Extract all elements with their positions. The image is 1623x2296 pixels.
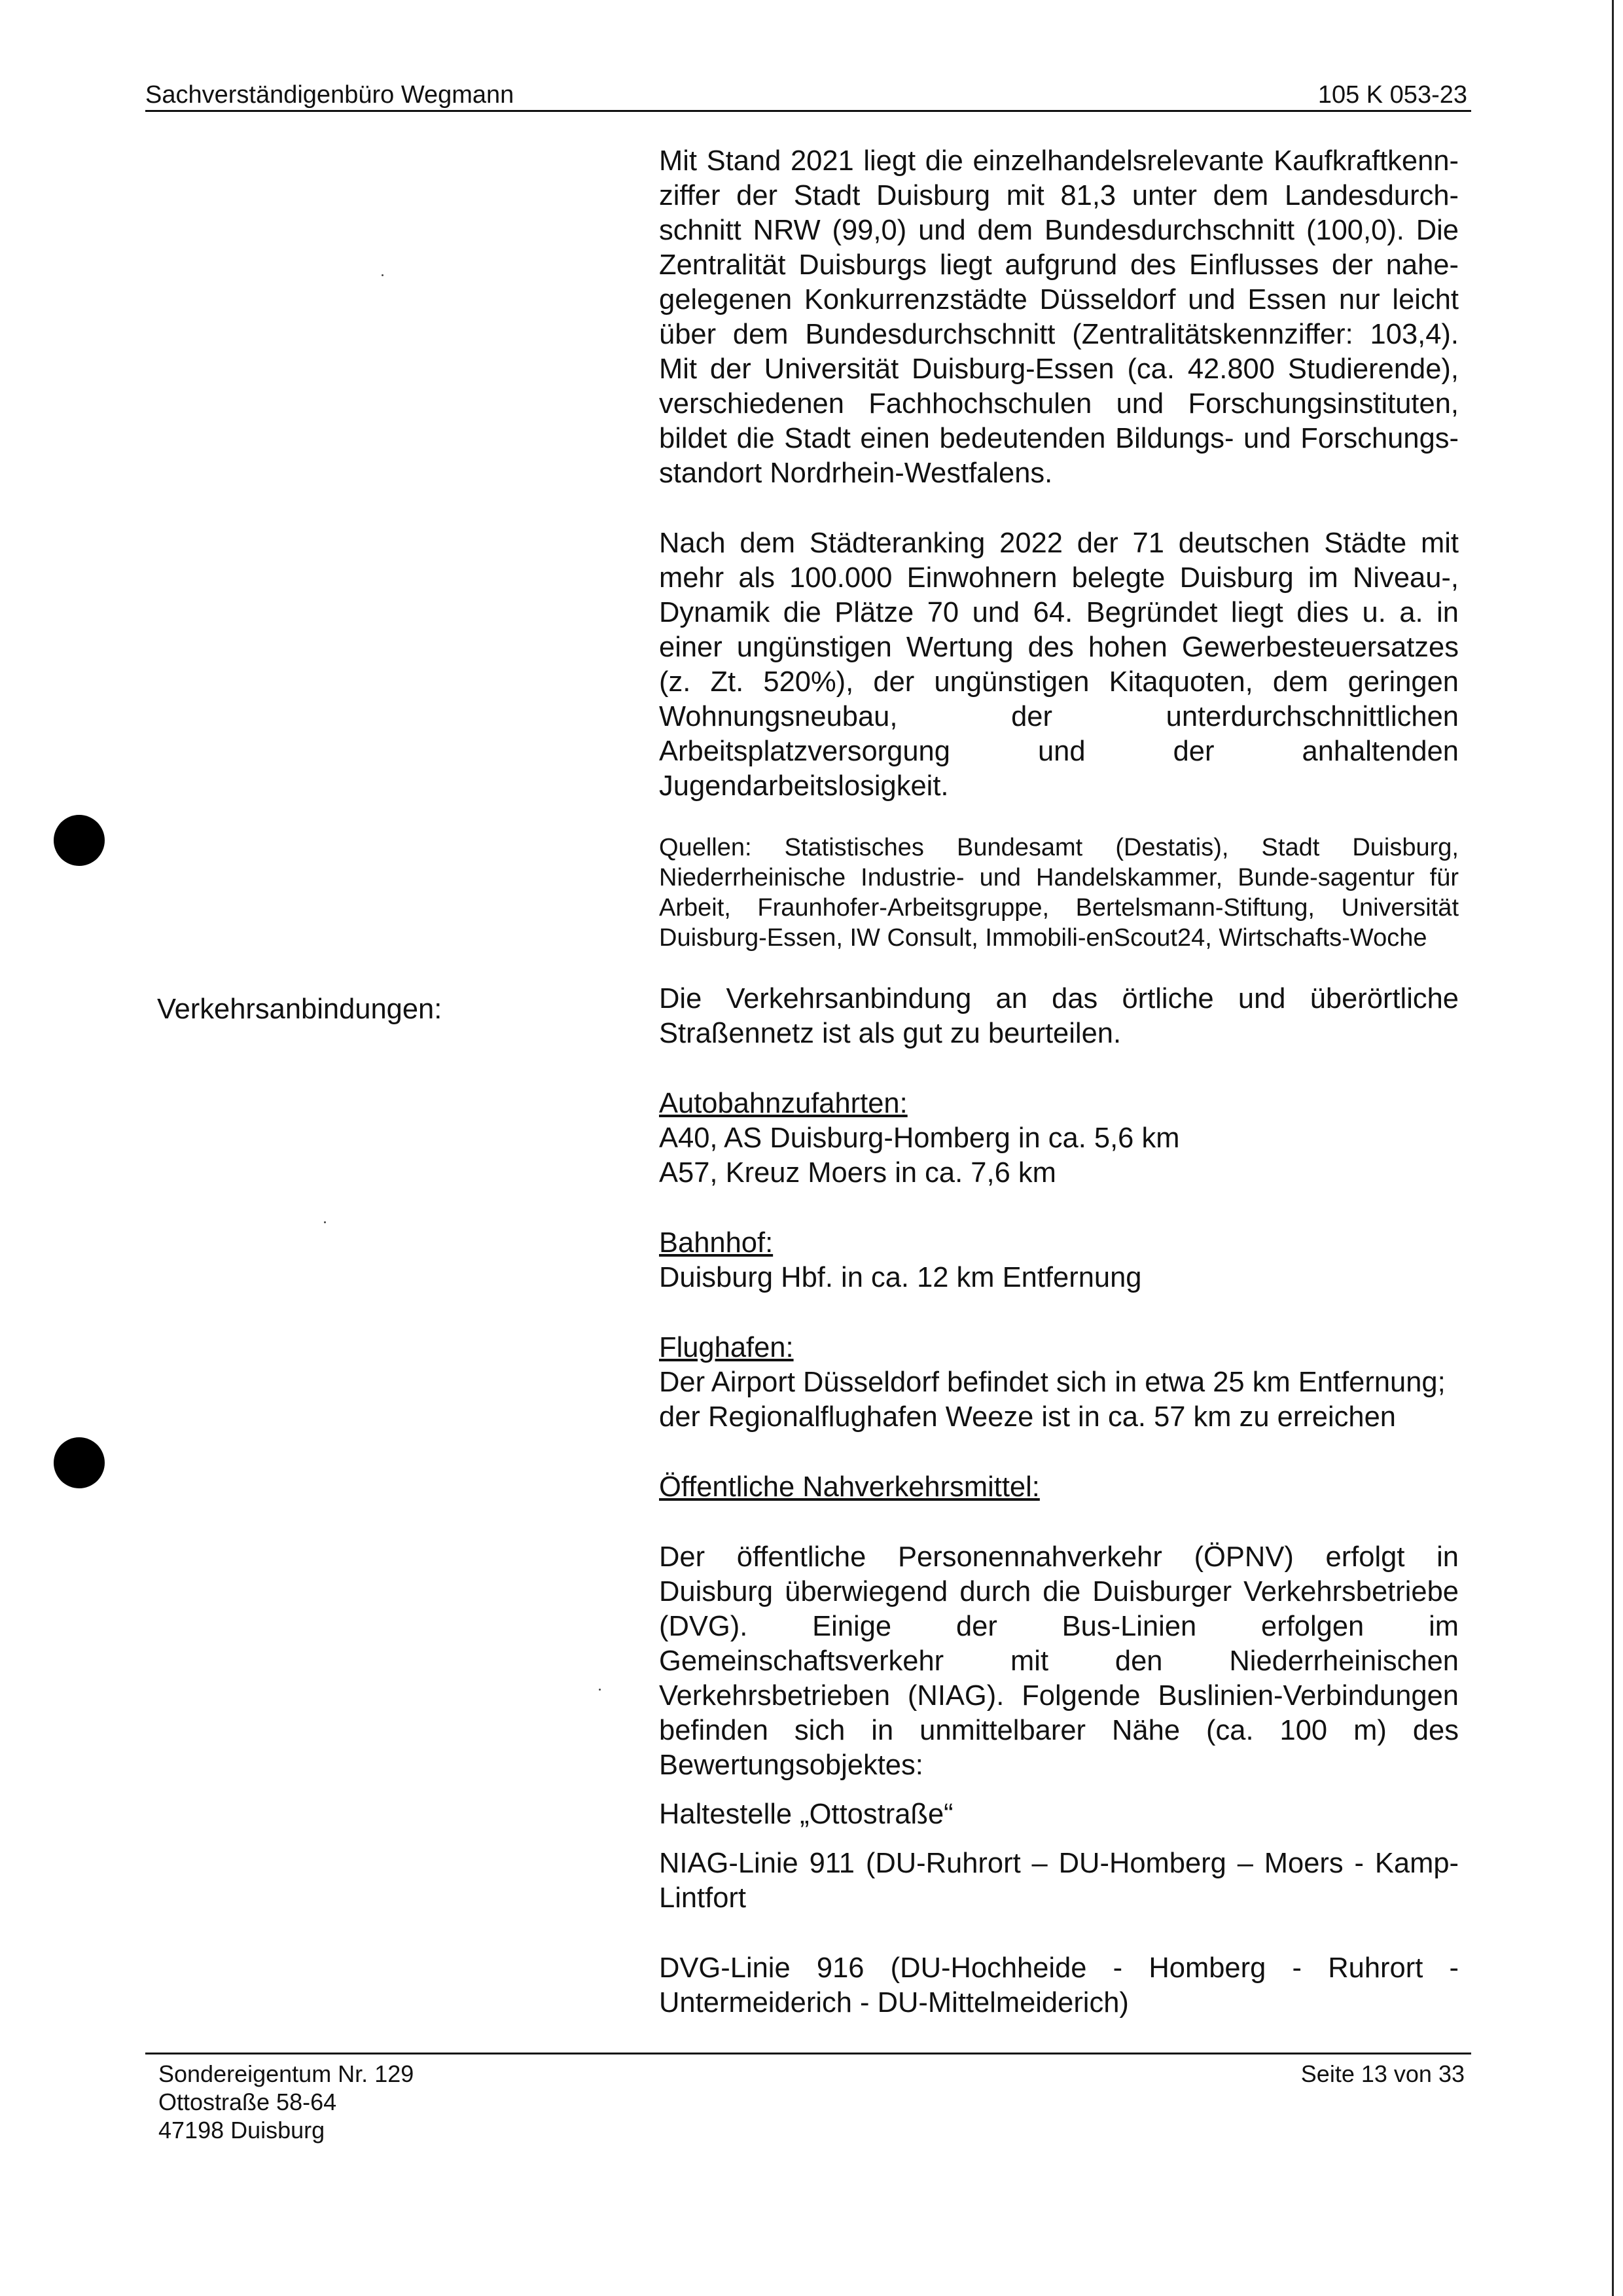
scan-edge-line [1612,0,1614,2296]
autobahn-entry: A57, Kreuz Moers in ca. 7,6 km [659,1157,1056,1189]
autobahn-entry: A40, AS Duisburg-Homberg in ca. 5,6 km [659,1122,1180,1154]
page-number: Seite 13 von 33 [1300,2060,1465,2087]
footer-unit: Sondereigentum Nr. 129 [158,2060,414,2087]
flughafen-entry: der Regionalflughafen Weeze ist in ca. 57 km zu erreichen [659,1401,1396,1433]
bahnhof-entry: Duisburg Hbf. in ca. 12 km Entfernung [659,1262,1142,1293]
footer-street: Ottostraße 58-64 [158,2089,337,2115]
footer-city: 47198 Duisburg [158,2117,325,2144]
heading-bahnhof: Bahnhof: [659,1227,774,1259]
flughafen-entry: Der Airport Düsseldorf befindet sich in etwa 25 km Entfernung; [659,1367,1446,1398]
punch-hole-bottom [54,1437,105,1488]
traffic-intro: Die Verkehrsanbindung an das örtliche und überörtliche Straßennetz ist als gut zu beurteilen. [659,983,1459,1049]
heading-oepnv: Öffentliche Nahverkehrsmittel: [659,1471,1040,1503]
paragraph-oepnv: Der öffentliche Personennahverkehr (ÖPNV) erfolgt in Duisburg überwiegend durch die Duisburger Verkehrsbetriebe (DVG). Einige der Bus-Linien erfolgen im Gemeinschaftsverkehr mit den Niederrheinischen Verkehrsbetrieben (NIAG). Folgende Buslinien-Verbindungen befinden sich in unmittelbarer Nähe (ca. 100 m) des Bewertungsobjektes: [659,1541,1459,1781]
bus-line-niag: NIAG-Linie 911 (DU-Ruhrort – DU-Homberg – Moers - Kamp-Lintfort [659,1848,1459,1914]
paragraph-city-ranking: Nach dem Städteranking 2022 der 71 deutschen Städte mit mehr als 100.000 Einwohnern belegte Duisburg im Niveau-, Dynamik die Plätze 70 und 64. Begründet liegt dies u. a. in einer ungünstigen Wertung des hohen Gewerbesteuersatzes (z. Zt. 520%), der ungünstigen Kitaquoten, dem geringen Wohnungsneubau, der unterdurchschnittlichen Arbeitsplatzversorgung und der anhaltenden Jugendarbeitslosigkeit. [659,528,1459,802]
punch-hole-top [54,815,105,866]
bus-line-dvg: DVG-Linie 916 (DU-Hochheide - Homberg - Ruhrort - Untermeiderich - DU-Mittelmeiderich) [659,1952,1459,2018]
scan-speck [382,274,383,276]
header-file-number: 105 K 053-23 [1317,81,1467,109]
page-footer [145,2053,1471,2144]
main-text-column [659,144,1459,2020]
heading-autobahn: Autobahnzufahrten: [659,1088,908,1119]
paragraph-purchasing-power: Mit Stand 2021 liegt die einzelhandelsrelevante Kaufkraftkenn-ziffer der Stadt Duisburg mit 81,3 unter dem Landesdurch-schnitt NRW (99,0) und dem Bundesdurchschnitt (100,0). Die Zentralität Duisburgs liegt aufgrund des Einflusses der nahe-gelegenen Konkurrenzstädte Düsseldorf und Essen nur leicht über dem Bundesdurchschnitt (Zentralitätskennziffer: 103,4). Mit der Universität Duisburg-Essen (ca. 42.800 Studierende), verschiedenen Fachhochschulen und Forschungsinstituten, bildet die Stadt einen bedeutenden Bildungs- und Forschungs-standort Nordrhein-Westfalens. [659,145,1459,489]
section-label-traffic: Verkehrsanbindungen: [157,994,442,1025]
header-office-name: Sachverständigenbüro Wegmann [145,81,514,109]
scan-speck [324,1221,326,1223]
heading-flughafen: Flughafen: [659,1332,794,1363]
footer-address [158,2060,414,2144]
scan-speck [599,1689,601,1691]
bus-stop-name: Haltestelle „Ottostraße“ [659,1799,954,1830]
page-header [145,80,1471,112]
sources-note: Quellen: Statistisches Bundesamt (Destatis), Stadt Duisburg, Niederrheinische Industrie- und Handelskammer, Bunde-sagentur für Arbeit, Fraunhofer-Arbeitsgruppe, Bertelsmann-Stiftung, Universität Duisburg-Essen, IW Consult, Immobili-enScout24, Wirtschafts-Woche [659,834,1459,952]
